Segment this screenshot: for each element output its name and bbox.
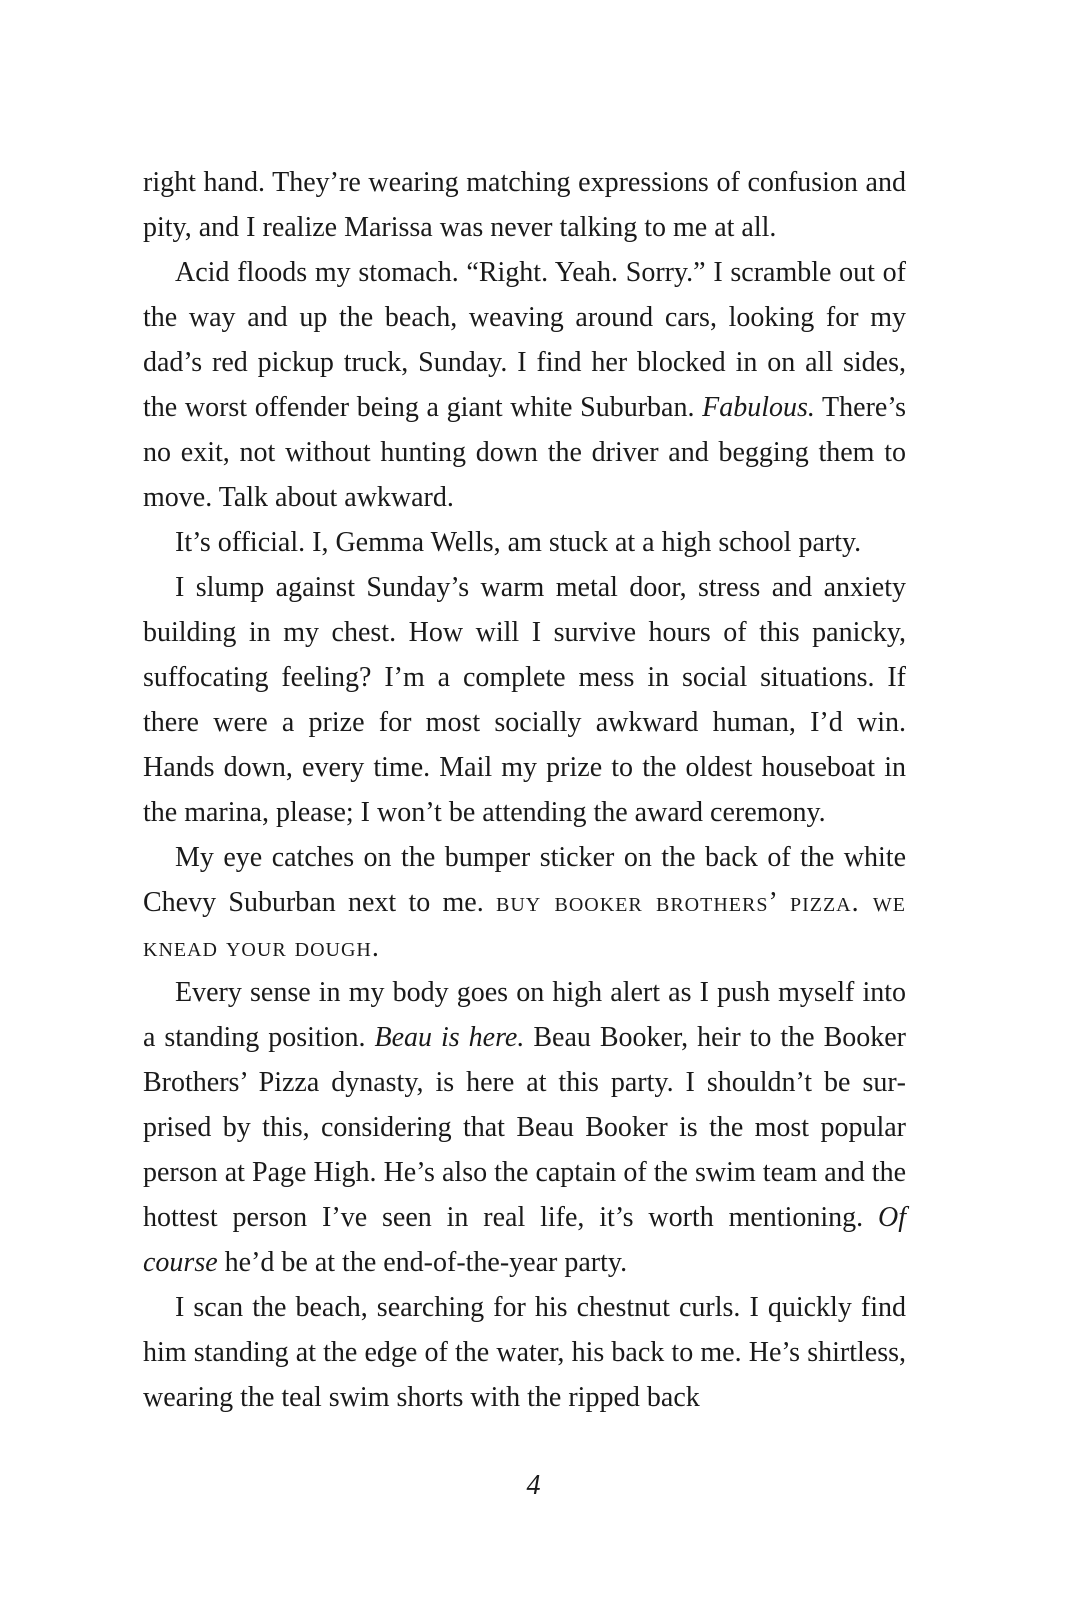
page-number: 4: [526, 1470, 541, 1501]
paragraph: I scan the beach, searching for his chestnut curls. I quickly find him standing at the edge of the water, his back to me. He’s shirtless, wearing the teal swim shorts with the ripped back: [143, 1292, 906, 1413]
body-text: [143, 160, 906, 1420]
emphasis-text: Beau is here.: [374, 1022, 525, 1053]
paragraph: My eye catches on the bumper sticker on the back of the white Chevy Suburban next to me. buy booker brothers’ pizza. we knead your dough.: [143, 842, 906, 963]
paragraph: right hand. They’re wearing matching expressions of confusion and pity, and I realize Marissa was never talking to me at all.: [143, 167, 906, 243]
emphasis-text: Of course: [143, 1202, 906, 1278]
emphasis-text: Fabulous.: [702, 392, 815, 423]
paragraph: Acid floods my stomach. “Right. Yeah. Sorry.” I scramble out of the way and up the beach, weaving around cars, looking for my dad’s red pickup truck, Sunday. I find her blocked in on all sides, the worst offender being a giant white Suburban. Fabulous. There’s no exit, not without hunting down the driver and begging them to move. Talk about awkward.: [143, 257, 907, 513]
paragraph: I slump against Sunday’s warm metal door, stress and anxiety building in my chest. How will I survive hours of this panicky, suffocating feeling? I’m a complete mess in social situations. If there were a prize for most socially awkward human, I’d win. Hands down, every time. Mail my prize to the oldest houseboat in the marina, please; I won’t be attending the award ceremony.: [143, 572, 906, 828]
paragraph: It’s official. I, Gemma Wells, am stuck at a high school party.: [175, 527, 862, 558]
bumper-sticker-text: buy booker brothers’ pizza. we knead your dough.: [143, 887, 906, 963]
paragraph: Every sense in my body goes on high alert as I push myself into a standing position. Beau is here. Beau Booker, heir to the Booker Brothers’ Pizza dynasty, is here at this party. I shouldn’t be surprised by this, considering that Beau Booker is the most popular person at Page High. He’s also the captain of the swim team and the hottest person I’ve seen in real life, it’s worth mentioning. Of course he’d be at the end-of-the-year party.: [143, 977, 906, 1278]
